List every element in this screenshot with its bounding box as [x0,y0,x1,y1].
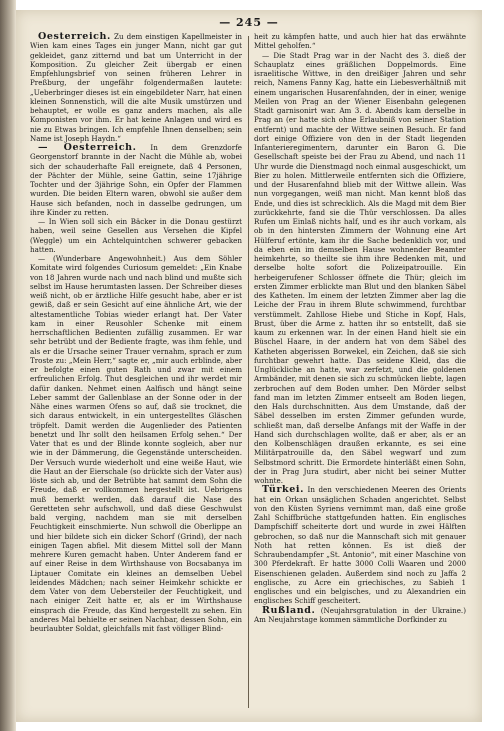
article-paragraph [254,51,466,486]
newspaper-page [16,10,482,722]
article-text: (Neujahrsgratulation in der Ukraine.) Am Neujahrstage kommen sämmtliche Dorfkinder zu [254,605,466,624]
article-heading: Rußland. [262,604,316,616]
article-paragraph [30,254,242,633]
article-heading: — Oesterreich. [38,142,137,153]
article-text: — Die Stadt Prag war in der Nacht des 3. dieß der Schauplatz eines gräßlichen Doppelmords. Eine israelitische Wittwe, in den dreißiger Jahren und sehr reich, Namens Fanny Kag, hatte ein Liebesverhältniß mit einem ungarischen Husarenfahnden, der in einer, wenige Meilen von Prag an der Wiener Eisenbahn gelegenen Stadt garnisonirt war. Am 3. d. Abends kam derselbe in Prag an (er hatte sich ohne Erlaubniß von seiner Station entfernt) und machte der Wittwe seinen Besuch. Er fand dort einige Offiziere von den in der Stadt liegenden Infanterieregimentern, darunter ein Baron G. Die Gesellschaft speiste bei der Frau zu Abend, und nach 11 Uhr wurde die Dienstmagd noch einmal ausgeschickt, um Bier zu holen. Mittlerweile entfernten sich die Offiziere, und der Husarenfahnd blieb mit der Wittwe allein. Was nun vorgegangen, weiß man nicht. Man kennt bloß das Ende, und dies ist schrecklich. Als die Magd mit dem Bier zurückkehrte, fand sie die Thür verschlossen. Da alles Rufen um Einlaß nichts half, und es ihr auch vorkam, als ob in den hintersten Zimmern der Wohnung eine Art Hülferuf ertönte, kam ihr die Sache bedenklich vor, und da eben ein im demselben Hause wohnender Beamter heimkehrte, so theilte sie ihm ihre Bedenken mit, und derselbe holte sofort die Polizeipatrouille. Ein herbeigerufener Schlosser öffnete die Thür; gleich im ersten Zimmer erblickte man Blut und den blanken Säbel des Katheten. Im einem der letzten Zimmer aber lag die Leiche der Frau in ihrem Blute schwimmend, furchtbar verstümmelt. Zahllose Hiebe und Stiche in Kopf, Hals, Brust, über die Arme z. hatten ihr so entstellt, daß sie kaum zu erkennen war. In der einen Hand hielt sie ein Büschel Haare, in der andern hat von dem Säbel des Katheten abgerissen Borwekel, ein Zeichen, daß sie sich furchtbar gewehrt hatte. Das seidene Kleid, das die Unglückliche an hatte, war zerfetzt, und die goldenen Armbänder, mit denen sie sich zu schmücken liebte, lagen zerbrochen auf dem Boden umher. Den Mörder selbst fand man im letzten Zimmer entseelt am Boden liegen, den Hals durchschnitten. Aus dem Umstande, daß der Säbel desselben im ersten Zimmer gefunden wurde, schließt man, daß derselbe Anfangs mit der Waffe in der Hand sich durchschlagen wollte, daß er aber, als er an den Kolbenschlägen draußen erkannte, es sei eine Militärpatrouille da, den Säbel wegwarf und zum Selbstmord schritt. Die Ermordete hinterläßt einen Sohn, der in Prag Jura studirt, aber nicht bei seiner Mutter wohnte. [254,50,466,485]
article-text: Zu dem einstigen Kapellmeister in Wien kam eines Tages ein junger Mann, nicht gar gut gekleidet, ganz zitternd und bat um Unterricht in der Komposition. Zu gleicher Zeit übergab er einen Empfehlungsbrief von seinen früheren Lehrer in Preßburg, der ungefähr folgendermaßen lautete: „Ueberbringer dieses ist ein eingebildeter Narr, hat einen kleinen Sonnenstich, will die alte Musik umstürzen und behauptet, er wolle es ganz anders machen, als alle Komponisten vor ihm. Er hat keine Anlagen und wird es nie zu Etwas bringen. Ich empfehle Ihnen denselben; sein Name ist Joseph Haydn.“ [30,32,242,143]
article-text: — (Wunderbare Angewohnheit.) Aus dem Söhler Komitate wird folgendes Curiosum gemeldet: „Ein Knabe von 18 Jahren wurde nach und nach blind und mußte sich selbst im Hause herumtasten lassen. Der Schreiber dieses weiß nicht, ob er ärztliche Hilfe gesucht habe, aber er ist gewiß, daß er sein Gesicht auf eine ähnliche Art, wie der altestamentliche Tobias wieder erlangt hat. Der Vater kam in einer Reusohler Schenke mit einem herrschaftlichen Bedienten zufällig zusammen. Er war sehr betrübt und der Bediente fragte, was ihm fehle, und als er die Ursache seiner Trauer vernahm, sprach er zum Troste zu: „Mein Herr,“ sagte er, „mir auch erblinde, aber er befolgte einen guten Rath und zwar mit einem erfreulichen Erfolg. Thut desgleichen und ihr werdet mir dafür danken. Nehmet einen Aalfisch und hängt seine Leber sammt der Gallenblase an der Sonne oder in der Nähe eines warmen Ofens so auf, daß sie trocknet, die sich daraus entwickelt, in ein untergestelltes Gläschen tröpfelt. Damit werden die Augenlieder des Patienten benetzt und Ihr sollt den heilsamen Erfolg sehen.“ Der Vater that es und der Blinde konnte sogleich, aber nur wie in der Dämmerung, die Gegenstände unterscheiden. Der Versuch wurde wiederholt und eine weiße Haut, wie die Haut an der Eierschale (so drückte sich der Vater aus) löste sich ab, und der Betrübte hat sammt dem Sohn die Freude, daß er vollkommen hergestellt ist. Uebrigens muß bemerkt werden, daß darauf die Nase des Geretteten sehr aufschwoll, und daß diese Geschwulst bald verging, nachdem man sie mit derselben Feuchtigkeit einschmierte. Nun schwoll die Oberlippe an und hier bildete sich ein dicker Schorf (Grind), der nach einigen Tagen abfiel. Mit diesem Mittel soll der Mann mehrere Kuren gemacht haben. Unter Anderem fand er auf einer Reise in dem Wirthshause von Bocsabanya im Liptauer Comitate ein kleines an demselben Uebel leidendes Mädchen; nach seiner Heimkehr schickte er dem Vater von dem Uebersteiler der Feuchtigkeit, und nach einiger Zeit hatte er, als er im Wirthshause einsprach die Freude, das Kind hergestellt zu sehen. Ein anderes Mal behielte er seinen Nachbar, dessen Sohn, ein beurlaubter Soldat, gleichfalls mit fast völliger Blind- [30,254,242,633]
article-paragraph [30,217,242,254]
article-paragraph [254,32,466,51]
right-column [254,32,466,712]
article-paragraph [30,32,242,143]
article-text: In den verschiedenen Meeren des Orients hat ein Orkan unsäglichen Schaden angerichtet. Selbst von den Küsten Syriens vernimmt man, daß eine große Zahl Schiffbrüche stattgefunden hatten. Ein englisches Dampfschiff scheiterte dort und wurde in zwei Hälften gebrochen, so daß nur die Mannschaft sich mit genauer Noth hat retten können. Es ist dieß der Schraubendampfer „St. Antonio“, mit einer Maschine von 300 Pferdekraft. Er hatte 3000 Colli Waaren und 2000 Eisenschienen geladen. Außerdem sind noch zu Jaffa 2 englische, zu Acre ein griechisches, zu Sabieh 1 englisches und ein belgisches, und zu Alexandrien ein englisches Schiff gescheitert. [254,485,466,606]
article-paragraph [254,606,466,625]
article-heading: Oesterreich. [38,32,111,42]
article-paragraph [30,143,242,217]
page-number: — 245 — [219,16,279,29]
article-text: — In Wien soll sich ein Bäcker in die Donau gestürzt haben, weil seine Gesellen aus Versehen die Kipfel (Weggle) um ein Achtelquintchen schwerer gebacken hatten. [30,217,242,254]
binding-fold [0,0,16,731]
article-text: In dem Grenzdorfe Georgenstorf brannte in der Nacht die Mühle ab, wobei sich der schauderhafte Fall ereignete, daß 4 Personen, der Pächter der Mühle, seine Gattin, seine 17jährige Tochter und der 3jährige Sohn, ein Opfer der Flammen wurden. Die beiden Eltern waren, obwohl sie außer dem Hause sich befanden, noch in dasselbe gedrungen, um ihre Kinder zu retten. [30,143,242,217]
left-column [30,32,242,712]
article-heading: Türkei. [262,484,304,496]
column-divider [248,36,249,708]
article-paragraph [254,485,466,605]
article-text: heit zu kämpfen hatte, und auch hier hat das erwähnte Mittel geholfen.“ [254,32,466,51]
